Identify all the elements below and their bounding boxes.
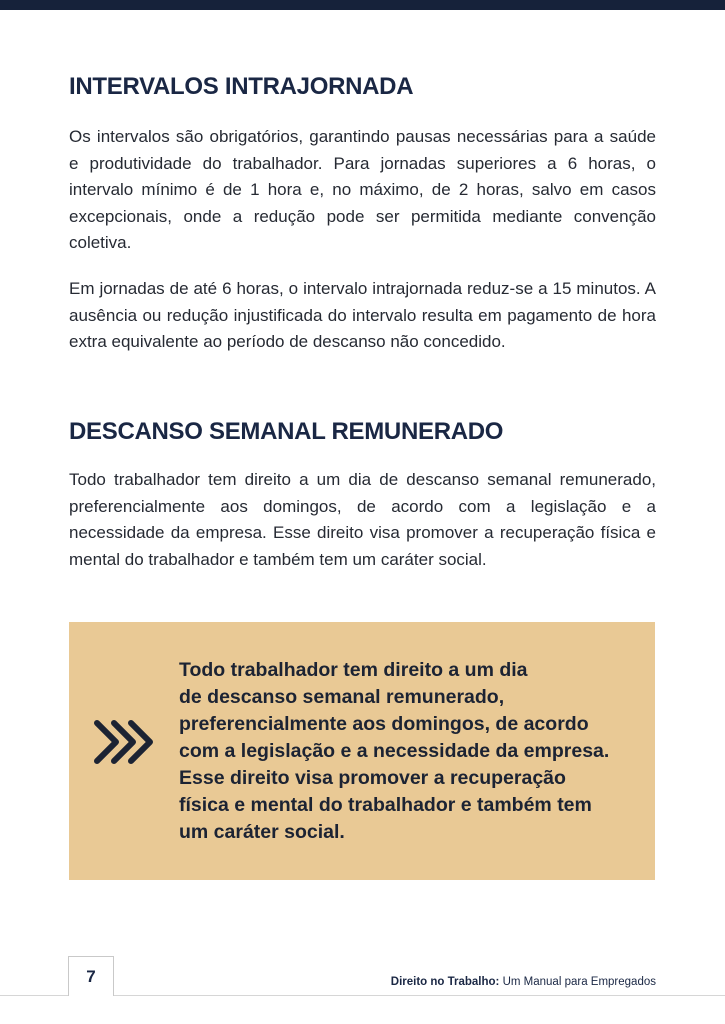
callout-text	[179, 657, 639, 846]
callout-line: preferencialmente aos domingos, de acordo	[179, 713, 589, 735]
paragraph-intervalos-2: Em jornadas de até 6 horas, o intervalo intrajornada reduz-se a 15 minutos. A ausência ou redução injustificada do intervalo resulta em pagamento de hora extra equivalente ao período de descanso não concedido.	[69, 279, 656, 351]
callout-line: Esse direito visa promover a recuperação	[179, 767, 566, 789]
footer-title-bold: Direito no Trabalho:	[390, 976, 500, 988]
footer-title-regular: Um Manual para Empregados	[499, 976, 656, 988]
callout-line: de descanso semanal remunerado,	[179, 686, 505, 708]
paragraph-descanso: Todo trabalhador tem direito a um dia de descanso semanal remunerado, preferencialmente aos domingos, de acordo com a legislação e a necessidade da empresa. Esse direito visa promover a recuperação física e mental do trabalhador e também tem um caráter social.	[69, 470, 656, 569]
highlight-callout-box	[69, 622, 655, 880]
footer-document-title	[391, 976, 656, 988]
section-heading-intervalos: INTERVALOS INTRAJORNADA	[69, 73, 414, 100]
callout-line: com a legislação e a necessidade da empresa.	[179, 740, 610, 762]
paragraph-intervalos-1: Os intervalos são obrigatórios, garantindo pausas necessárias para a saúde e produtividade do trabalhador. Para jornadas superiores a 6 horas, o intervalo mínimo é de 1 hora e, no máximo, de 2 horas, salvo em casos excepcionais, onde a redução pode ser permitida mediante convenção coletiva.	[69, 127, 656, 252]
callout-line: física e mental do trabalhador e também tem	[179, 794, 592, 816]
section-heading-descanso: DESCANSO SEMANAL REMUNERADO	[69, 418, 504, 445]
page-number: 7	[68, 956, 114, 996]
top-header-bar	[0, 0, 725, 10]
double-chevron-right-icon	[91, 714, 157, 770]
callout-line: um caráter social.	[179, 821, 345, 843]
callout-line: Todo trabalhador tem direito a um dia	[179, 659, 528, 681]
